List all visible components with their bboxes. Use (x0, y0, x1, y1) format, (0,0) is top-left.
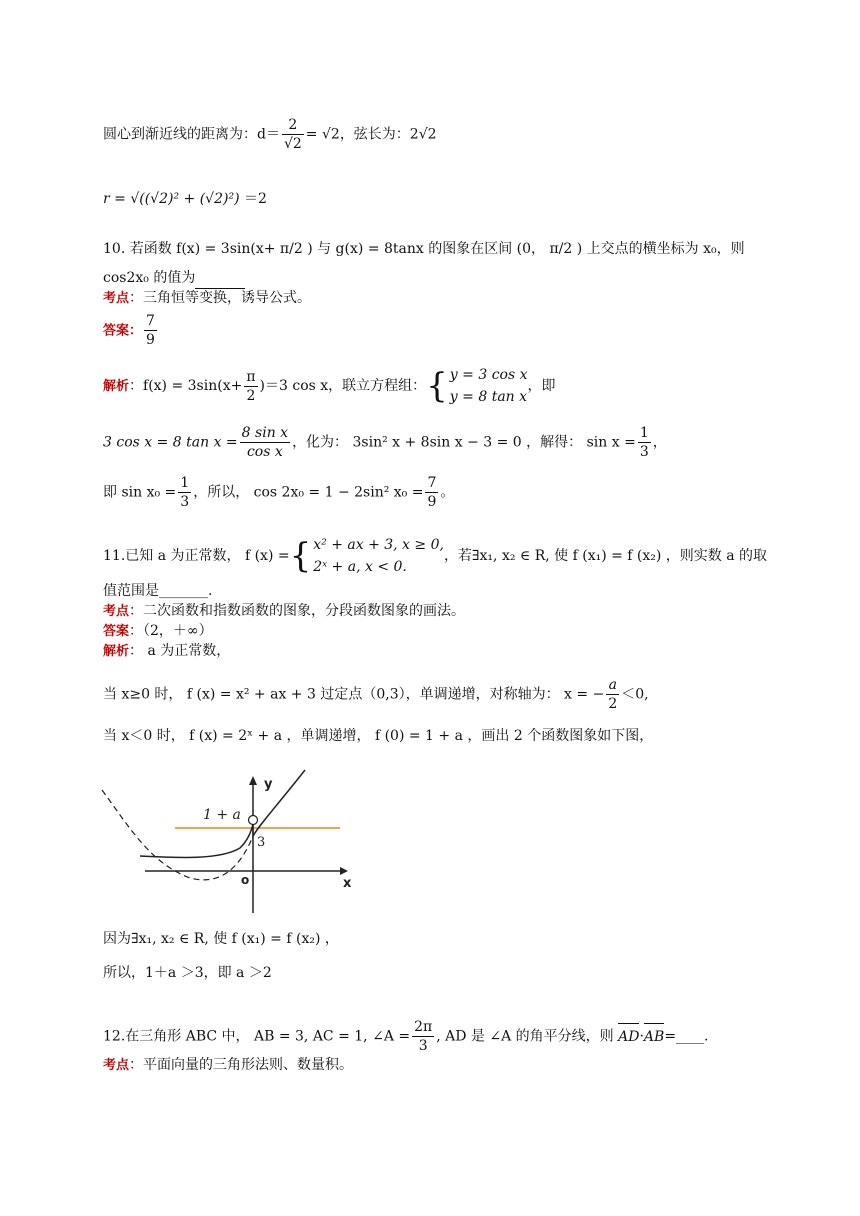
x-axis-arrow (340, 867, 348, 875)
q10-jiexi-3: 即 sin x₀ = $\frac{1}{3}$ ，所以， cos 2x₀ = 1 − 2sin² x₀ = $\frac{7}{9}$ 。 (103, 475, 455, 510)
distance-line: 圆心到渐近线的距离为：d＝ $\frac{2}{√2}$ = √2，弦长为：2√2 (103, 117, 437, 152)
label-3: 3 (257, 835, 266, 850)
q11-kaodian: 考点：二次函数和指数函数的图象，分段函数图象的画法。 (103, 603, 466, 619)
label-1-plus-a: 1 + a (203, 807, 241, 823)
q11-jiexi-3: 因为∃x₁, x₂ ∈ R, 使 f (x₁) = f (x₂) ， (103, 931, 339, 947)
function-graph-figure (100, 768, 365, 916)
q11-jiexi-4: 所以，1＋a ＞3，即 a ＞2 (103, 965, 272, 981)
q12-kaodian: 考点：平面向量的三角形法则、数量积。 (103, 1057, 354, 1073)
q10-statement: 10. 若函数 f(x) = 3sin(x+ π/2 ) 与 g(x) = 8tanx 的图象在区间 (0， π/2 ) 上交点的横坐标为 x₀，则 (103, 241, 745, 257)
q11-jiexi: 解析： a 为正常数， (103, 643, 231, 659)
q10-kaodian: 考点：三角恒等变换，诱导公式。 (103, 290, 312, 306)
radius-line: r = √((√2)² + (√2)²) ＝2 (103, 191, 267, 207)
dashed-parabola (102, 790, 253, 880)
open-point (249, 816, 258, 825)
y-axis-arrow (249, 776, 257, 785)
label-origin: o (241, 873, 250, 887)
q10-answer: 答案： $\frac{7}{9}$ (103, 313, 155, 348)
q11-statement: 11.已知 a 为正常数， f (x) ={ x² + ax + 3, x ≥ 0, 2ˣ + a, x < 0.，若∃x₁, x₂ ∈ R, 使 f (x₁) = f (x₂) ，则实数 a 的取 (103, 536, 768, 576)
q10-jiexi-1: 解析：f(x) = 3sin(x+ $\frac{\pi}{2}$ )＝3 cos x，联立方程组：{ y = 3 cos x y = 8 tan x，即 (103, 366, 556, 406)
q11-statement-cont: 值范围是_______. (103, 583, 213, 599)
q11-jiexi-2: 当 x＜0 时， f (x) = 2ˣ + a ，单调递增， f (0) = 1 + a ，画出 2 个函数图象如下图， (103, 728, 654, 744)
q12-statement: 12.在三角形 ABC 中， AB = 3, AC = 1, ∠A = $\frac{2\pi}{3}$ , AD 是 ∠A 的角平分线，则 AD·AB=____. (103, 1019, 709, 1054)
label-x: x (343, 876, 352, 891)
q11-jiexi-1: 当 x≥0 时， f (x) = x² + ax + 3 过定点（0,3），单调递增，对称轴为： x = − $\frac{a}{2}$ ＜0, (103, 677, 649, 712)
q10-jiexi-2: 3 cos x = 8 tan x = $\frac{\text{8 sin x}}{\text{cos x}}$ ，化为： 3sin² x + 8sin x − 3 = 0 ，解得： sin x = $\frac{1}{3}$ ， (103, 425, 667, 460)
label-y: y (264, 777, 273, 792)
q11-answer: 答案：（2，＋∞） (103, 623, 213, 639)
q10-statement-cont: cos2x₀ 的值为 (103, 267, 245, 289)
